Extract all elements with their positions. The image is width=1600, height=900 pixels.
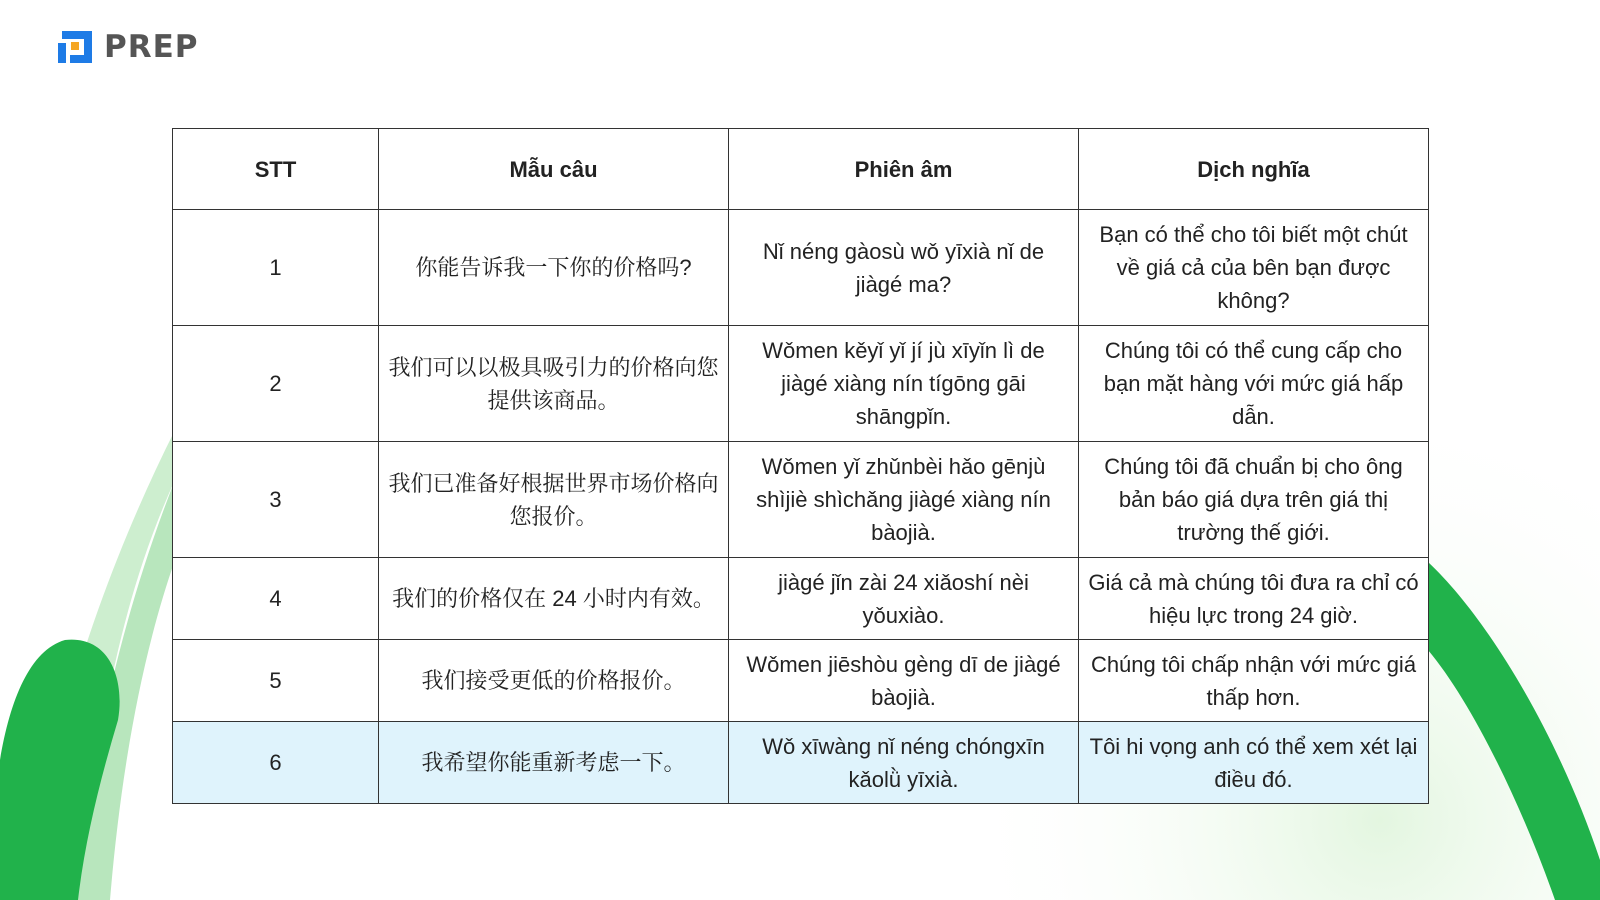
table-row [173,326,1429,442]
cell-sentence: 我们已准备好根据世界市场价格向您报价。 [379,442,729,558]
brand-name: PREP [104,29,199,65]
table-row-highlighted [173,722,1429,804]
table-row [173,640,1429,722]
cell-meaning: Chúng tôi có thể cung cấp cho bạn mặt hàng với mức giá hấp dẫn. [1079,326,1429,442]
table-row [173,558,1429,640]
table-header-row [173,129,1429,210]
cell-sentence: 我们可以以极具吸引力的价格向您提供该商品。 [379,326,729,442]
cell-stt: 6 [173,722,379,804]
cell-sentence: 你能告诉我一下你的价格吗? [379,210,729,326]
cell-pinyin: Wǒmen jiēshòu gèng dī de jiàgé bàojià. [729,640,1079,722]
cell-meaning: Chúng tôi chấp nhận với mức giá thấp hơn. [1079,640,1429,722]
header-sentence: Mẫu câu [379,129,729,210]
cell-sentence: 我希望你能重新考虑一下。 [379,722,729,804]
table-row [173,442,1429,558]
cell-stt: 2 [173,326,379,442]
prep-logo-icon [56,27,96,67]
cell-meaning: Tôi hi vọng anh có thể xem xét lại điều đó. [1079,722,1429,804]
cell-sentence: 我们的价格仅在 24 小时内有效。 [379,558,729,640]
cell-meaning: Giá cả mà chúng tôi đưa ra chỉ có hiệu lực trong 24 giờ. [1079,558,1429,640]
table-row [173,210,1429,326]
prep-logo[interactable] [56,27,199,67]
header-stt: STT [173,129,379,210]
cell-pinyin: Wǒmen kěyǐ yǐ jí jù xīyǐn lì de jiàgé xiàng nín tígōng gāi shāngpǐn. [729,326,1079,442]
cell-sentence: 我们接受更低的价格报价。 [379,640,729,722]
cell-pinyin: Wǒmen yǐ zhǔnbèi hǎo gēnjù shìjiè shìchǎng jiàgé xiàng nín bàojià. [729,442,1079,558]
cell-stt: 5 [173,640,379,722]
price-phrases-table [172,128,1429,804]
cell-stt: 3 [173,442,379,558]
cell-meaning: Chúng tôi đã chuẩn bị cho ông bản báo giá dựa trên giá thị trường thế giới. [1079,442,1429,558]
cell-pinyin: Wǒ xīwàng nǐ néng chóngxīn kǎolǜ yīxià. [729,722,1079,804]
header-pinyin: Phiên âm [729,129,1079,210]
header-meaning: Dịch nghĩa [1079,129,1429,210]
cell-pinyin: jiàgé jǐn zài 24 xiǎoshí nèi yǒuxiào. [729,558,1079,640]
cell-stt: 4 [173,558,379,640]
cell-stt: 1 [173,210,379,326]
cell-meaning: Bạn có thể cho tôi biết một chút về giá cả của bên bạn được không? [1079,210,1429,326]
cell-pinyin: Nǐ néng gàosù wǒ yīxià nǐ de jiàgé ma? [729,210,1079,326]
